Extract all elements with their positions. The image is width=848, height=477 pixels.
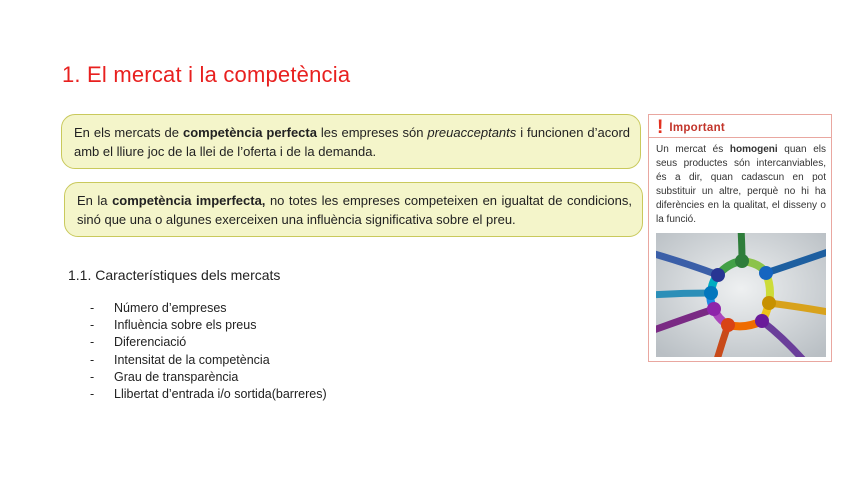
important-term: homogeni (729, 144, 778, 155)
box1-italic-term: preuacceptants (427, 125, 517, 140)
important-text-2: quan els seus productes són intercanviables, és a dir, quan cadascun en pot substituir un altre, perquè no hi ha diferències en la qualitat, el disseny o la funció. (656, 144, 826, 225)
bullet-dash: - (90, 369, 95, 384)
bullet-dash: - (90, 301, 95, 315)
box2-text-1: En la (77, 193, 113, 208)
important-heading: Important (669, 122, 726, 134)
imperfect-competition-box (64, 182, 643, 237)
exclamation-icon: ! (657, 117, 664, 138)
list-item (90, 300, 327, 317)
important-text (656, 143, 826, 227)
box1-term: competència perfecta (182, 125, 317, 140)
perfect-competition-box (61, 114, 641, 169)
ropes-illustration (656, 233, 826, 357)
list-item (90, 386, 327, 403)
box1-text-2: les empreses són (316, 125, 428, 140)
features-list (90, 300, 327, 403)
important-divider (649, 137, 831, 138)
box1-text-3: i funcionen d’acord amb el lliure joc de la llei de l’oferta i de la demanda. (74, 125, 630, 159)
list-item-label: Llibertat d’entrada i/o sortida(barreres) (114, 386, 327, 401)
list-item (90, 369, 327, 386)
list-item-label: Diferenciació (114, 335, 187, 350)
list-item-label: Número d’empreses (114, 301, 227, 315)
box2-text-2: no totes les empreses competeixen en igualtat de condicions, sinó que una o algunes exerceixen una influència significativa sobre el preu. (77, 193, 632, 227)
box2-term: competència imperfecta, (112, 193, 266, 208)
important-text-1: Un mercat és (656, 144, 730, 155)
list-item (90, 317, 327, 334)
bullet-dash: - (90, 352, 95, 367)
list-item (90, 334, 327, 351)
bullet-dash: - (90, 335, 95, 350)
box1-text-1: En els mercats de (74, 125, 183, 140)
bullet-dash: - (90, 386, 95, 401)
important-header (657, 117, 725, 137)
list-item-label: Grau de transparència (114, 369, 239, 384)
bullet-dash: - (90, 318, 95, 333)
list-item-label: Influència sobre els preus (114, 318, 257, 333)
list-item (90, 352, 327, 369)
section-subtitle: 1.1. Característiques dels mercats (68, 267, 281, 283)
knotted-ropes-image (656, 233, 826, 357)
list-item-label: Intensitat de la competència (114, 352, 270, 367)
page-title: 1. El mercat i la competència (62, 62, 351, 87)
important-callout (648, 114, 832, 362)
